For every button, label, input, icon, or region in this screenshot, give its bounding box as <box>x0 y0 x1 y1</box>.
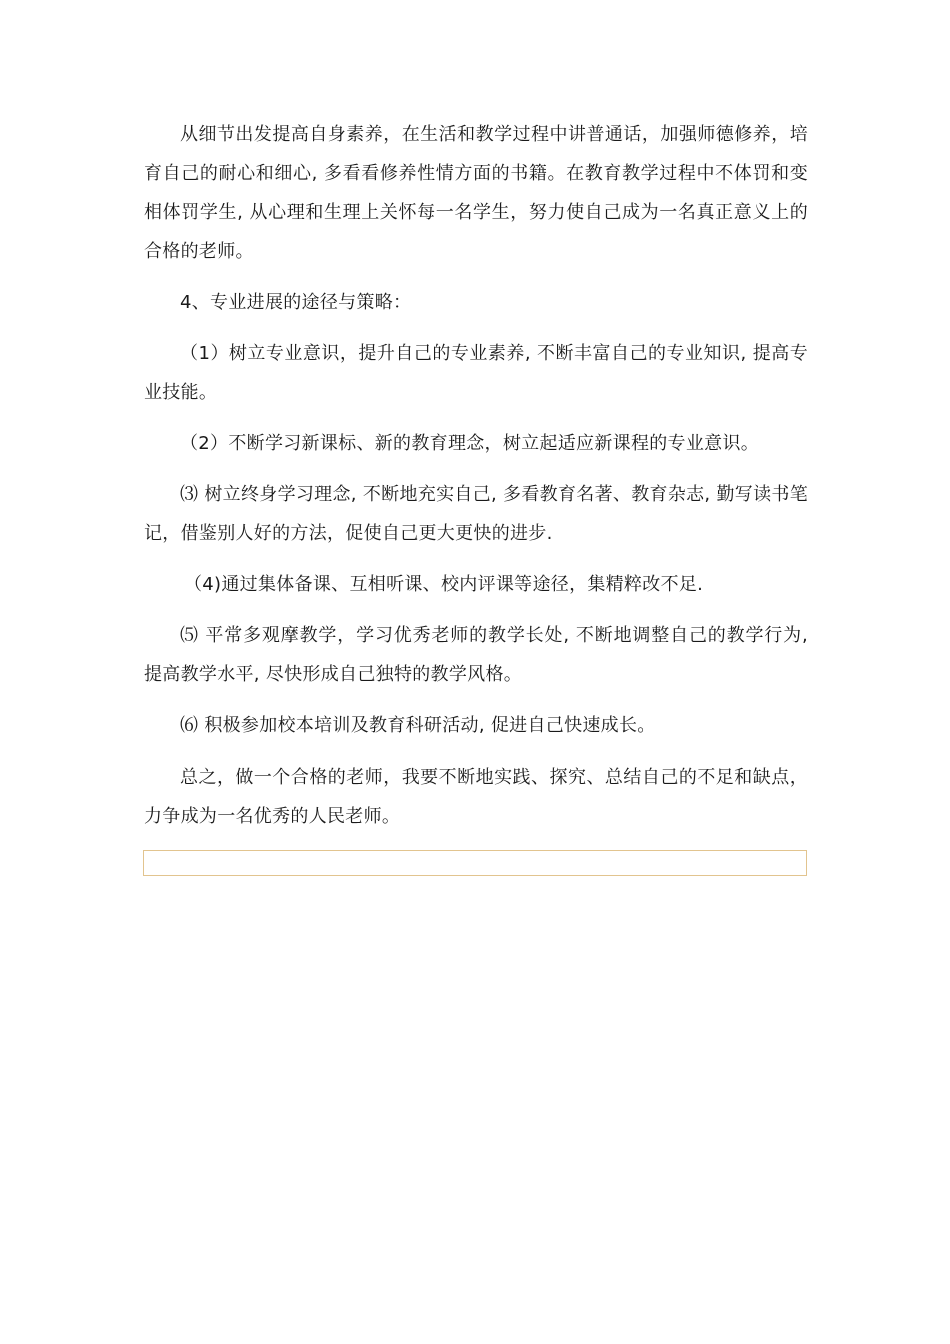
list-item-4: （4)通过集体备课、互相听课、校内评课等途径，集精粹改不足. <box>184 574 704 595</box>
list-item-6: ⑹ 积极参加校本培训及教育科研活动, 促进自己快速成长。 <box>180 715 656 736</box>
document-body <box>144 115 808 836</box>
empty-bordered-box <box>143 850 807 876</box>
list-item-1: （1）树立专业意识，提升自己的专业素养, 不断丰富自己的专业知识, 提高专业技能。 <box>144 343 808 403</box>
paragraph-teacher-ethics: 从细节出发提高自身素养，在生活和教学过程中讲普通话，加强师德修养，培育自己的耐心和细心, 多看看修养性情方面的书籍。在教育教学过程中不体罚和变相体罚学生, 从心理和生理上关怀每一名学生，努力使自己成为一名真正意义上的合格的老师。 <box>144 124 808 262</box>
list-item-3: ⑶ 树立终身学习理念, 不断地充实自己, 多看教育名著、教育杂志, 勤写读书笔记，借鉴别人好的方法，促使自己更大更快的进步. <box>144 484 808 544</box>
paragraph-conclusion: 总之，做一个合格的老师，我要不断地实践、探究、总结自己的不足和缺点，力争成为一名优秀的人民老师。 <box>144 767 808 827</box>
list-item-5: ⑸ 平常多观摩教学，学习优秀老师的教学长处, 不断地调整自己的教学行为, 提高教学水平, 尽快形成自己独特的教学风格。 <box>144 625 808 685</box>
list-item-2: （2）不断学习新课标、新的教育理念，树立起适应新课程的专业意识。 <box>180 433 760 454</box>
heading-professional-development: 4、专业进展的途径与策略： <box>180 292 412 313</box>
